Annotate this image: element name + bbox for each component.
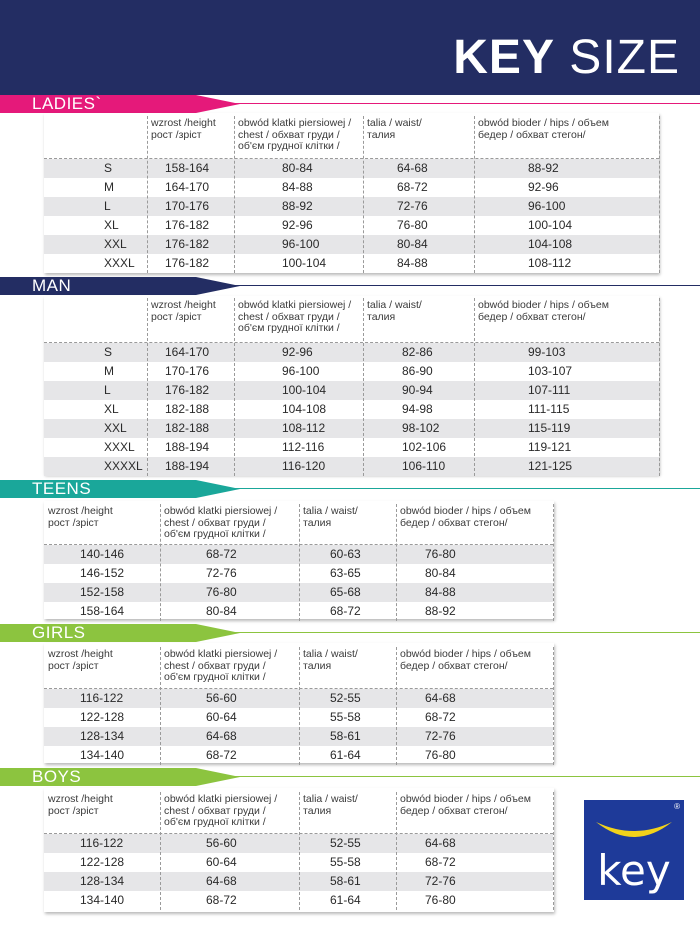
table-cell: 64-68 <box>206 874 237 888</box>
title-key: KEY <box>453 31 555 84</box>
table-cell: 84-88 <box>425 585 456 599</box>
table-row <box>44 381 659 400</box>
column-header: obwód bioder / hips / объем бедер / обхват стегон/ <box>478 299 609 323</box>
table-cell: 60-64 <box>206 710 237 724</box>
column-header: wzrost /height рост /зріст <box>151 117 216 141</box>
column-separator <box>363 116 364 273</box>
table-cell: 96-100 <box>528 199 566 213</box>
table-cell: 99-103 <box>528 345 566 359</box>
page-header <box>0 0 700 95</box>
table-cell: 96-100 <box>282 237 320 251</box>
section-bar-boys <box>0 768 700 786</box>
table-cell: 64-68 <box>206 729 237 743</box>
table-cell: 115-119 <box>528 421 571 435</box>
column-separator <box>147 298 148 476</box>
table-cell: 140-146 <box>80 547 125 561</box>
column-header: talia / waist/ талия <box>303 648 358 672</box>
table-cell: 82-86 <box>402 345 433 359</box>
table-cell: 68-72 <box>206 748 237 762</box>
column-separator <box>553 647 554 765</box>
column-header: obwód klatki piersiowej / chest / обхват груди / об'єм грудної клітки / <box>238 299 352 334</box>
size-table-boys <box>44 788 554 912</box>
table-cell: 68-72 <box>330 604 361 618</box>
header-separator <box>44 688 553 689</box>
table-cell: 104-108 <box>528 237 573 251</box>
column-separator <box>160 647 161 765</box>
table-row <box>44 216 659 235</box>
size-label: M <box>104 364 114 378</box>
size-label: XXXL <box>104 256 135 270</box>
column-separator <box>553 792 554 910</box>
section-bar-girls <box>0 624 700 642</box>
section-tag <box>0 480 240 498</box>
table-cell: 55-58 <box>330 855 361 869</box>
table-cell: 116-122 <box>80 836 124 850</box>
column-separator <box>147 116 148 273</box>
column-header: talia / waist/ талия <box>303 793 358 817</box>
table-cell: 72-76 <box>397 199 428 213</box>
table-cell: 88-92 <box>528 161 559 175</box>
table-cell: 64-68 <box>425 836 456 850</box>
table-cell: 100-104 <box>528 218 573 232</box>
table-cell: 98-102 <box>402 421 440 435</box>
column-header: wzrost /height рост /зріст <box>48 505 113 529</box>
size-table-ladies <box>44 113 659 273</box>
table-cell: 76-80 <box>425 748 456 762</box>
table-cell: 84-88 <box>397 256 428 270</box>
size-label: S <box>104 161 113 175</box>
table-cell: 176-182 <box>165 383 210 397</box>
table-row <box>44 343 659 362</box>
table-cell: 134-140 <box>80 748 125 762</box>
table-cell: 58-61 <box>330 729 361 743</box>
table-cell: 52-55 <box>330 836 361 850</box>
table-cell: 60-63 <box>330 547 361 561</box>
logo-wordmark: key <box>597 846 671 895</box>
table-cell: 84-88 <box>282 180 313 194</box>
table-cell: 119-121 <box>528 440 572 454</box>
table-cell: 72-76 <box>425 729 456 743</box>
table-cell: 146-152 <box>80 566 125 580</box>
table-cell: 182-188 <box>165 421 210 435</box>
table-cell: 102-106 <box>402 440 447 454</box>
table-row <box>44 197 659 216</box>
table-cell: 63-65 <box>330 566 361 580</box>
table-cell: 121-125 <box>528 459 573 473</box>
size-label: L <box>104 199 111 213</box>
table-cell: 68-72 <box>425 855 456 869</box>
column-header: talia / waist/ талия <box>303 505 358 529</box>
table-cell: 170-176 <box>165 364 210 378</box>
column-separator <box>396 792 397 910</box>
table-cell: 90-94 <box>402 383 433 397</box>
table-cell: 122-128 <box>80 855 125 869</box>
page-title <box>453 30 680 85</box>
column-separator <box>160 504 161 621</box>
column-header: wzrost /height рост /зріст <box>48 648 113 672</box>
table-row <box>44 362 659 381</box>
header-separator <box>44 833 553 834</box>
column-separator <box>553 504 554 621</box>
table-cell: 61-64 <box>330 748 361 762</box>
table-row <box>44 178 659 197</box>
column-separator <box>659 116 660 273</box>
size-label: XXXXL <box>104 459 143 473</box>
title-size: SIZE <box>554 31 680 84</box>
table-cell: 58-61 <box>330 874 361 888</box>
column-separator <box>299 792 300 910</box>
size-label: XL <box>104 402 119 416</box>
table-row <box>44 235 659 254</box>
table-cell: 152-158 <box>80 585 125 599</box>
column-separator <box>234 298 235 476</box>
table-cell: 56-60 <box>206 836 237 850</box>
column-separator <box>396 504 397 621</box>
column-separator <box>234 116 235 273</box>
table-cell: 176-182 <box>165 218 210 232</box>
table-cell: 76-80 <box>397 218 428 232</box>
table-cell: 100-104 <box>282 256 327 270</box>
section-tag <box>0 624 240 642</box>
table-cell: 56-60 <box>206 691 237 705</box>
table-cell: 80-84 <box>397 237 428 251</box>
table-cell: 88-92 <box>425 604 456 618</box>
section-tag <box>0 768 240 786</box>
table-cell: 170-176 <box>165 199 210 213</box>
table-cell: 64-68 <box>425 691 456 705</box>
table-row <box>44 400 659 419</box>
table-cell: 61-64 <box>330 893 361 907</box>
table-cell: 108-112 <box>282 421 326 435</box>
table-cell: 188-194 <box>165 459 210 473</box>
column-separator <box>474 116 475 273</box>
column-header: obwód bioder / hips / объем бедер / обхват стегон/ <box>400 505 531 529</box>
column-header: obwód klatki piersiowej / chest / обхват груди / об'єм грудної клітки / <box>164 505 278 540</box>
table-cell: 134-140 <box>80 893 125 907</box>
column-header: obwód klatki piersiowej / chest / обхват груди / об'єм грудної клітки / <box>164 648 278 683</box>
table-cell: 188-194 <box>165 440 210 454</box>
table-cell: 68-72 <box>425 710 456 724</box>
table-cell: 92-96 <box>528 180 559 194</box>
column-separator <box>396 647 397 765</box>
table-cell: 80-84 <box>282 161 313 175</box>
table-cell: 68-72 <box>206 893 237 907</box>
table-row <box>44 457 659 476</box>
section-tag <box>0 277 240 295</box>
table-cell: 158-164 <box>80 604 125 618</box>
section-label: GIRLS <box>32 623 86 642</box>
table-cell: 176-182 <box>165 256 210 270</box>
column-header: obwód klatki piersiowej / chest / обхват груди / об'єм грудної клітки / <box>164 793 278 828</box>
table-cell: 52-55 <box>330 691 361 705</box>
section-bar-man <box>0 277 700 295</box>
table-cell: 128-134 <box>80 729 125 743</box>
table-cell: 92-96 <box>282 345 313 359</box>
section-label: MAN <box>32 276 72 295</box>
table-cell: 76-80 <box>425 547 456 561</box>
section-bar-ladies <box>0 95 700 113</box>
section-label: LADIES` <box>32 94 102 113</box>
table-cell: 104-108 <box>282 402 327 416</box>
table-cell: 96-100 <box>282 364 320 378</box>
column-separator <box>363 298 364 476</box>
table-cell: 158-164 <box>165 161 210 175</box>
table-cell: 128-134 <box>80 874 125 888</box>
column-header: obwód bioder / hips / объем бедер / обхват стегон/ <box>400 793 531 817</box>
key-logo <box>584 800 684 900</box>
table-cell: 108-112 <box>528 256 572 270</box>
column-header: obwód bioder / hips / объем бедер / обхват стегон/ <box>400 648 531 672</box>
table-cell: 164-170 <box>165 345 210 359</box>
size-label: M <box>104 180 114 194</box>
table-cell: 112-116 <box>282 440 325 454</box>
table-cell: 111-115 <box>528 402 570 416</box>
column-separator <box>299 647 300 765</box>
size-label: S <box>104 345 113 359</box>
table-cell: 100-104 <box>282 383 327 397</box>
table-cell: 64-68 <box>397 161 428 175</box>
column-header: talia / waist/ талия <box>367 299 422 323</box>
table-cell: 116-120 <box>282 459 326 473</box>
registered-mark: ® <box>674 802 680 811</box>
table-cell: 88-92 <box>282 199 313 213</box>
column-separator <box>659 298 660 476</box>
size-label: XXL <box>104 421 127 435</box>
table-cell: 182-188 <box>165 402 210 416</box>
table-cell: 92-96 <box>282 218 313 232</box>
table-cell: 76-80 <box>425 893 456 907</box>
size-label: XXL <box>104 237 127 251</box>
table-cell: 176-182 <box>165 237 210 251</box>
header-separator <box>44 158 659 159</box>
table-cell: 80-84 <box>206 604 237 618</box>
size-label: L <box>104 383 111 397</box>
size-table-man <box>44 296 659 474</box>
table-cell: 106-110 <box>402 459 446 473</box>
section-tag <box>0 95 240 113</box>
table-cell: 76-80 <box>206 585 237 599</box>
table-cell: 107-111 <box>528 383 571 397</box>
table-cell: 68-72 <box>206 547 237 561</box>
table-cell: 80-84 <box>425 566 456 580</box>
column-header: wzrost /height рост /зріст <box>151 299 216 323</box>
table-row <box>44 254 659 273</box>
table-cell: 116-122 <box>80 691 124 705</box>
table-cell: 94-98 <box>402 402 433 416</box>
column-separator <box>474 298 475 476</box>
header-separator <box>44 544 553 545</box>
size-table-teens <box>44 501 554 619</box>
column-header: obwód bioder / hips / объем бедер / обхват стегон/ <box>478 117 609 141</box>
column-separator <box>160 792 161 910</box>
table-cell: 68-72 <box>397 180 428 194</box>
table-cell: 103-107 <box>528 364 573 378</box>
table-cell: 55-58 <box>330 710 361 724</box>
column-header: wzrost /height рост /зріст <box>48 793 113 817</box>
column-separator <box>299 504 300 621</box>
section-bar-teens <box>0 480 700 498</box>
table-row <box>44 438 659 457</box>
table-cell: 65-68 <box>330 585 361 599</box>
table-cell: 86-90 <box>402 364 433 378</box>
table-cell: 60-64 <box>206 855 237 869</box>
table-row <box>44 159 659 178</box>
section-label: BOYS <box>32 767 82 786</box>
table-cell: 72-76 <box>425 874 456 888</box>
header-separator <box>44 342 659 343</box>
size-label: XXXL <box>104 440 135 454</box>
table-cell: 164-170 <box>165 180 210 194</box>
table-cell: 72-76 <box>206 566 237 580</box>
column-header: obwód klatki piersiowej / chest / обхват груди / об'єм грудної клітки / <box>238 117 352 152</box>
section-label: TEENS <box>32 479 92 498</box>
size-table-girls <box>44 643 554 763</box>
size-label: XL <box>104 218 119 232</box>
table-cell: 122-128 <box>80 710 125 724</box>
key-logo-swoosh-icon <box>594 818 674 848</box>
column-header: talia / waist/ талия <box>367 117 422 141</box>
table-row <box>44 419 659 438</box>
